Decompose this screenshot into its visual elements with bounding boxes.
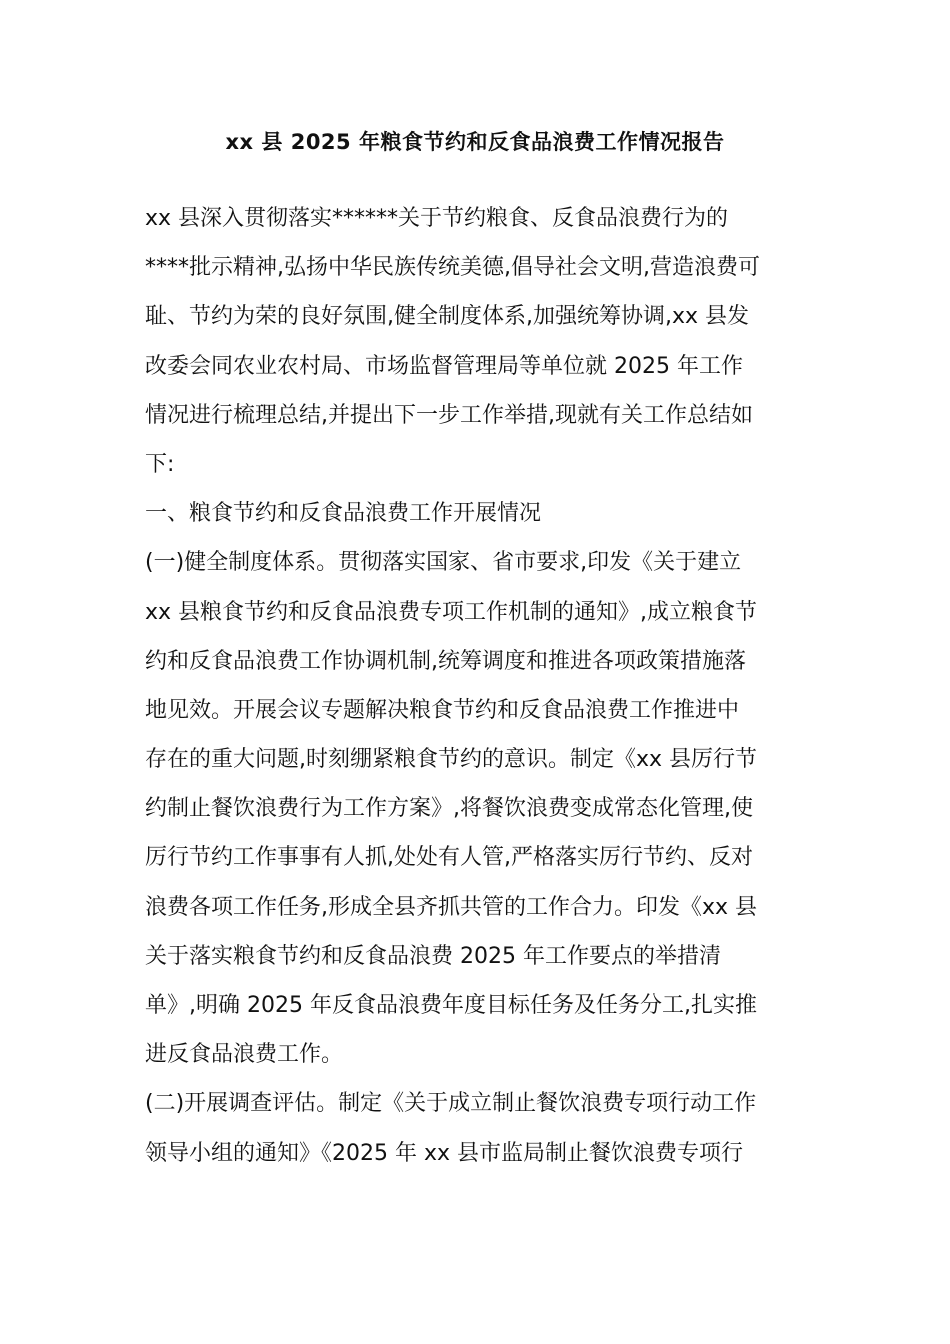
body-line: 约和反食品浪费工作协调机制,统筹调度和推进各项政策措施落 [145, 648, 746, 674]
body-line: 约制止餐饮浪费行为工作方案》,将餐饮浪费变成常态化管理,使 [145, 796, 753, 822]
document-title: xx 县 2025 年粮食节约和反食品浪费工作情况报告 [225, 130, 725, 154]
body-line: xx 县粮食节约和反食品浪费专项工作机制的通知》,成立粮食节 [145, 599, 758, 625]
body-line: 厉行节约工作事事有人抓,处处有人管,严格落实厉行节约、反对 [145, 845, 753, 871]
body-line: 关于落实粮食节约和反食品浪费 2025 年工作要点的举措清 [145, 943, 721, 969]
body-line: 地见效。开展会议专题解决粮食节约和反食品浪费工作推进中 [145, 697, 740, 723]
body-line: ****批示精神,弘扬中华民族传统美德,倡导社会文明,营造浪费可 [145, 255, 760, 281]
body-line: xx 县深入贯彻落实******关于节约粮食、反食品浪费行为的 [145, 206, 729, 231]
body-line: 下: [145, 451, 175, 477]
body-line: 耻、节约为荣的良好氛围,健全制度体系,加强统筹协调,xx 县发 [145, 304, 750, 330]
body-line: 进反食品浪费工作。 [145, 1042, 344, 1068]
body-line: 领导小组的通知》《2025 年 xx 县市监局制止餐饮浪费专项行 [145, 1140, 744, 1166]
body-line: 情况进行梳理总结,并提出下一步工作举措,现就有关工作总结如 [145, 402, 753, 428]
body-line: 单》,明确 2025 年反食品浪费年度目标任务及任务分工,扎实推 [145, 993, 757, 1018]
body-line: 存在的重大问题,时刻绷紧粮食节约的意识。制定《xx 县厉行节 [145, 747, 758, 773]
body-line: (一)健全制度体系。贯彻落实国家、省市要求,印发《关于建立 [145, 550, 742, 576]
body-line: 浪费各项工作任务,形成全县齐抓共管的工作合力。印发《xx 县 [145, 894, 758, 920]
body-line: (二)开展调查评估。制定《关于成立制止餐饮浪费专项行动工作 [145, 1091, 757, 1117]
section-heading: 一、粮食节约和反食品浪费工作开展情况 [145, 501, 542, 527]
document-body [145, 194, 813, 1178]
body-line: 改委会同农业农村局、市场监督管理局等单位就 2025 年工作 [145, 353, 743, 379]
